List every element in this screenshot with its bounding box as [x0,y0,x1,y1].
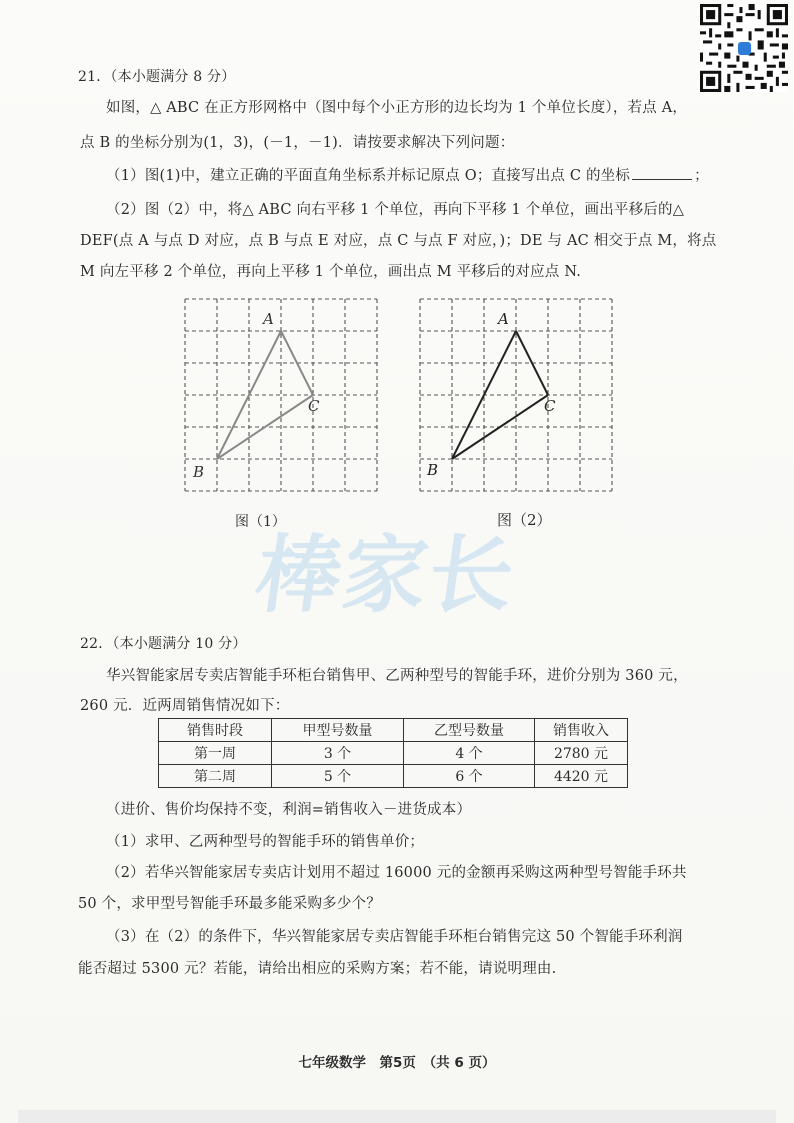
q22-header: 22．（本小题满分 10 分） [80,636,247,652]
q21-part2-line-1: （2）图（2）中，将△ ABC 向右平移 1 个单位，再向下平移 1 个单位，画出平移后的△ [106,202,685,218]
figure-1-grid [175,293,385,503]
figure-1-caption: 图（1） [235,514,286,530]
q21-stem-line-2: 点 B 的坐标分别为(1，3)，(－1，－1)．请按要求解决下列问题： [80,135,515,151]
figure-2 [410,293,620,503]
q22-note: （进价、售价均保持不变，利润=销售收入－进货成本） [106,802,472,818]
label-c: C [544,397,556,415]
table-cell: 5 个 [272,765,404,788]
header-cell: 销售时段 [159,719,272,742]
answer-blank[interactable] [632,167,692,180]
header-cell: 甲型号数量 [272,719,404,742]
table-cell: 2780 元 [535,742,628,765]
q22-part3-line-2: 能否超过 5300 元？若能，请给出相应的采购方案；若不能，请说明理由. [78,961,557,977]
label-b: B [193,463,205,481]
table-cell: 3 个 [272,742,404,765]
table-cell: 第一周 [159,742,272,765]
figure-2-caption: 图（2） [497,511,552,529]
table-cell: 4420 元 [535,765,628,788]
label-a: A [498,310,509,328]
table-cell: 第二周 [159,765,272,788]
figure-2-grid [410,293,620,503]
header-cell: 销售收入 [535,719,628,742]
q21-part2-line-2: DEF(点 A 与点 D 对应，点 B 与点 E 对应，点 C 与点 F 对应，)；DE 与 AC 相交于点 M，将点 [80,233,717,249]
q21-part1 [106,164,709,185]
qr-logo [738,42,751,55]
q21-part1-text: （1）图(1)中，建立正确的平面直角坐标系并标记原点 O；直接写出点 C 的坐标 [106,168,631,184]
table-header-row [159,719,628,742]
figure-1 [175,293,385,503]
page-footer: 七年级数学 第5页 （共 6 页） [298,1055,496,1071]
q21-header: 21．（本小题满分 8 分） [78,69,236,85]
label-c: C [308,397,320,415]
label-b: B [427,461,439,479]
bottom-strip [18,1110,776,1123]
q22-part3-line-1: （3）在（2）的条件下，华兴智能家居专卖店智能手环柜台销售完这 50 个智能手环利润 [106,929,683,945]
q22-part2-line-2: 50 个，求甲型号智能手环最多能采购多少个？ [78,896,381,912]
q22-stem-line-2: 260 元．近两周销售情况如下： [80,698,290,714]
watermark: 棒家长 [250,526,522,624]
q21-part2-line-3: M 向左平移 2 个单位，再向上平移 1 个单位，画出点 M 平移后的对应点 N. [80,264,582,280]
q21-part1-end: ； [694,168,709,184]
table-row [159,742,628,765]
table-cell: 6 个 [404,765,535,788]
q22-stem-line-1: 华兴智能家居专卖店智能手环柜台销售甲、乙两种型号的智能手环，进价分别为 360 元， [106,668,688,684]
header-cell: 乙型号数量 [404,719,535,742]
q21-stem-line-1: 如图，△ ABC 在正方形网格中（图中每个小正方形的边长均为 1 个单位长度），若点 A， [106,100,688,116]
q22-part1: （1）求甲、乙两种型号的智能手环的销售单价； [106,834,425,850]
q22-part2-line-1: （2）若华兴智能家居专卖店计划用不超过 16000 元的金额再采购这两种型号智能手环共 [106,865,687,881]
sales-table [158,718,628,788]
table-cell: 4 个 [404,742,535,765]
qr-code [700,4,788,92]
label-a: A [263,310,274,328]
table-row [159,765,628,788]
